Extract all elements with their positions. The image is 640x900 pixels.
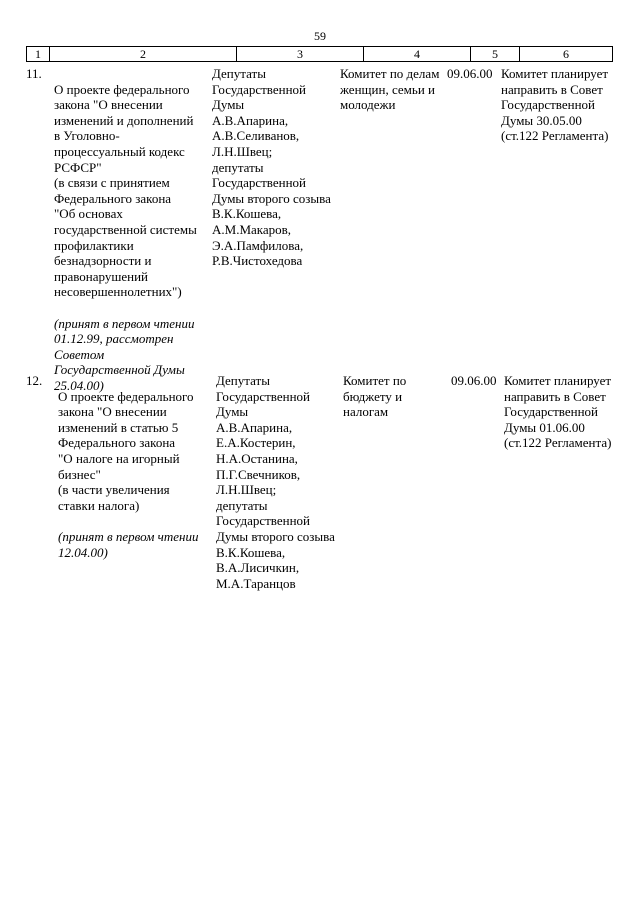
- authors-list: Депутаты Государственной Думы А.В.Апарина, Е.А.Костерин, Н.А.Останина, П.Г.Свечников, Л.Н.Швец; депутаты Государственной Думы второго созыва В.К.Кошева, В.А.Лисичкин, М.А.Таранцов: [216, 373, 335, 591]
- committee: Комитет по делам женщин, семьи и молодежи: [340, 66, 440, 113]
- status-note: Комитет планирует направить в Совет Государственной Думы 01.06.00 (ст.122 Регламента): [504, 373, 612, 451]
- page-number: 59: [314, 29, 326, 43]
- reading-note: (принят в первом чтении 12.04.00): [58, 528, 199, 560]
- row-number: 12.: [26, 373, 43, 388]
- committee: Комитет по бюджету и налогам: [343, 373, 407, 420]
- bill-title: [58, 373, 214, 576]
- bill-title-text: О проекте федерального закона "О внесении изменений и дополнений в Уголовно- процессуальный кодекс РСФСР" (в связи с принятием Федерального закона "Об основах государственной системы профилактики безнадзорности и правонарушений несовершеннолетних"): [54, 81, 197, 300]
- column-header-4: 4: [364, 47, 471, 61]
- reading-note: (принят в первом чтении 01.12.99, рассмотрен Советом Государственной Думы 25.04.00): [54, 315, 195, 393]
- column-header-6: 6: [563, 47, 569, 61]
- column-header-5: 5: [471, 47, 520, 61]
- column-header-2: 2: [50, 47, 237, 61]
- column-header-3: 3: [237, 47, 364, 61]
- status-note: Комитет планирует направить в Совет Государственной Думы 30.05.00 (ст.122 Регламента): [501, 66, 609, 144]
- table-header-row: [26, 46, 613, 62]
- bill-title: [54, 66, 210, 409]
- row-number: 11.: [26, 66, 42, 81]
- date: 09.06.00: [447, 66, 493, 81]
- date: 09.06.00: [451, 373, 497, 388]
- column-header-1: 1: [27, 47, 50, 61]
- authors-list: Депутаты Государственной Думы А.В.Апарина, А.В.Селиванов, Л.Н.Швец; депутаты Государственной Думы второго созыва В.К.Кошева, А.М.Макаров, Э.А.Памфилова, Р.В.Чистохедова: [212, 66, 331, 269]
- bill-title-text: О проекте федерального закона "О внесении изменений в статью 5 Федерального закона "О налоге на игорный бизнес" (в части увеличения ставки налога): [58, 388, 194, 513]
